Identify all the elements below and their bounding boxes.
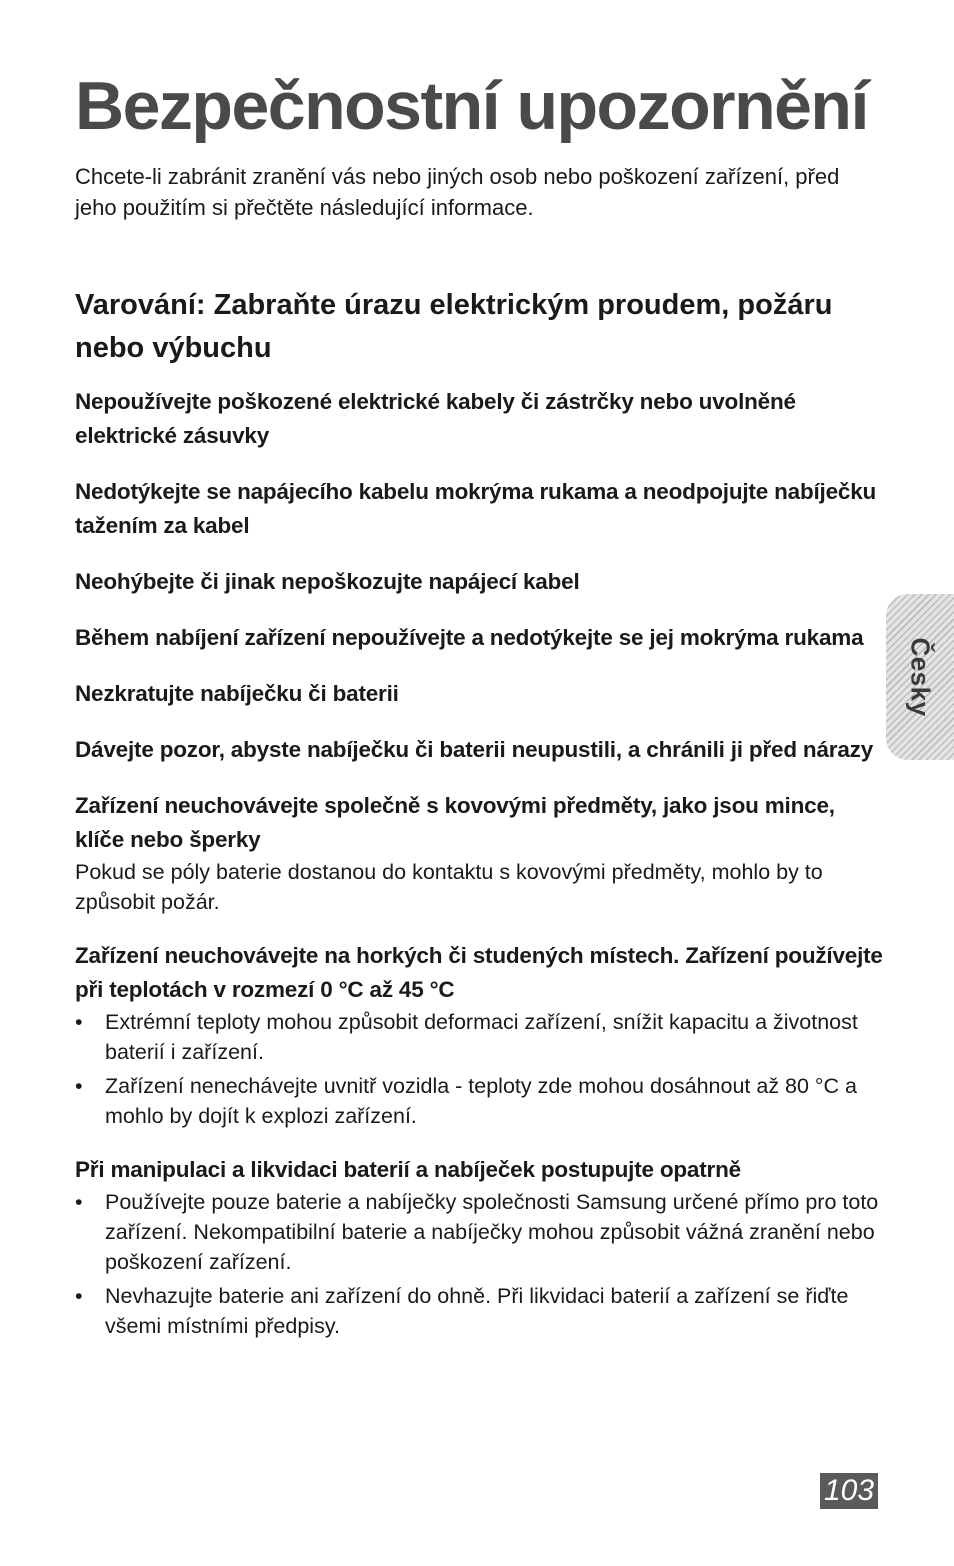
bullet-text: Zařízení nenechávejte uvnitř vozidla - teploty zde mohou dosáhnout až 80 °C a mohlo by dojít k explozi zařízení.: [105, 1074, 857, 1128]
bullet-item: [75, 1187, 885, 1277]
bullet-list: [75, 1187, 885, 1341]
language-tab: [886, 594, 954, 760]
page-number: 103: [820, 1473, 878, 1509]
warning-item: [75, 789, 885, 917]
bullet-item: [75, 1007, 885, 1067]
warning-item-heading: Zařízení neuchovávejte na horkých či studených místech. Zařízení používejte při teplotách v rozmezí 0 °C až 45 °C: [75, 943, 883, 1002]
warning-item: [75, 475, 885, 543]
warning-item-heading: Nezkratujte nabíječku či baterii: [75, 681, 399, 706]
warning-item: [75, 939, 885, 1131]
bullet-text: Nevhazujte baterie ani zařízení do ohně. Při likvidaci baterií a zařízení se řiďte všemi místními předpisy.: [105, 1284, 849, 1338]
bullet-dot: •: [75, 1190, 83, 1214]
bullet-text: Používejte pouze baterie a nabíječky společnosti Samsung určené přímo pro toto zařízení. Nekompatibilní baterie a nabíječky mohou způsobit vážná zranění nebo poškození zařízení.: [105, 1190, 879, 1274]
warning-item: [75, 385, 885, 453]
bullet-item: [75, 1281, 885, 1341]
warning-item-body: Pokud se póly baterie dostanou do kontaktu s kovovými předměty, mohlo by to způsobit požár.: [75, 860, 823, 914]
bullet-text: Extrémní teploty mohou způsobit deformaci zařízení, snížit kapacitu a životnost baterií i zařízení.: [105, 1010, 858, 1064]
language-tab-label: Česky: [905, 637, 936, 717]
section-heading: Varování: Zabraňte úrazu elektrickým proudem, požáru nebo výbuchu: [75, 289, 833, 364]
warning-item-heading: Zařízení neuchovávejte společně s kovovými předměty, jako jsou mince, klíče nebo šperky: [75, 793, 835, 852]
warning-item-heading: Neohýbejte či jinak nepoškozujte napájecí kabel: [75, 569, 580, 594]
warning-item: [75, 733, 885, 767]
intro-paragraph: Chcete-li zabránit zranění vás nebo jiných osob nebo poškození zařízení, před jeho použitím si přečtěte následující informace.: [75, 164, 840, 220]
bullet-dot: •: [75, 1284, 83, 1308]
bullet-list: [75, 1007, 885, 1131]
warning-item: [75, 1153, 885, 1341]
warning-item: [75, 677, 885, 711]
bullet-dot: •: [75, 1010, 83, 1034]
warning-list: [75, 385, 885, 1363]
warning-item-heading: Nepoužívejte poškozené elektrické kabely či zástrčky nebo uvolněné elektrické zásuvky: [75, 389, 796, 448]
warning-item-heading: Při manipulaci a likvidaci baterií a nabíječek postupujte opatrně: [75, 1157, 741, 1182]
warning-item: [75, 565, 885, 599]
bullet-dot: •: [75, 1074, 83, 1098]
page-title: Bezpečnostní upozornění: [75, 68, 868, 144]
warning-item-heading: Během nabíjení zařízení nepoužívejte a nedotýkejte se jej mokrýma rukama: [75, 625, 864, 650]
warning-item-heading: Nedotýkejte se napájecího kabelu mokrýma rukama a neodpojujte nabíječku tažením za kabel: [75, 479, 877, 538]
warning-item: [75, 621, 885, 655]
bullet-item: [75, 1071, 885, 1131]
warning-item-heading: Dávejte pozor, abyste nabíječku či baterii neupustili, a chránili ji před nárazy: [75, 737, 874, 762]
